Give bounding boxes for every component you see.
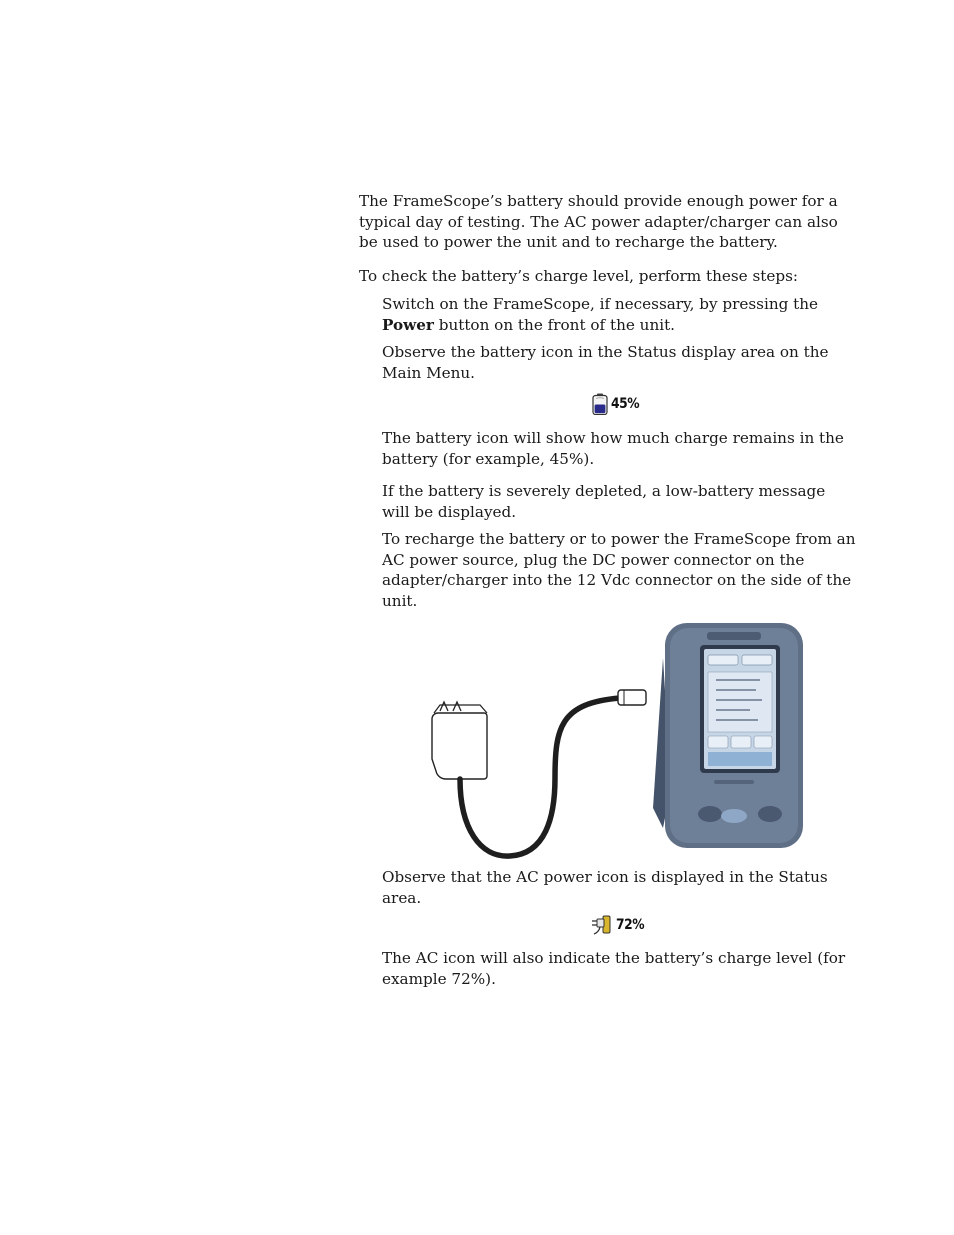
power-button-label: Power [382, 315, 434, 334]
charger-and-device-figure [420, 618, 810, 863]
step-recharge: To recharge the battery or to power the FrameScope from an AC power source, plug the DC power connector on the adapter/charger into the 12 Vdc connector on the side of the unit. [382, 530, 856, 610]
dc-connector-image [618, 690, 646, 705]
step-observe-battery: Observe the battery icon in the Status display area on the Main Menu. [382, 343, 829, 382]
battery-status-indicator [592, 393, 643, 415]
step-battery-explain: The battery icon will show how much charge remains in the battery (for example, 45%). [382, 429, 844, 468]
battery-percent: 45% [611, 396, 640, 412]
step-switch-on-text-end: button on the front of the unit. [433, 315, 676, 334]
step-observe-ac: Observe that the AC power icon is displayed in the Status area. [382, 868, 828, 907]
battery-icon [592, 393, 608, 415]
step-ac-explain: The AC icon will also indicate the battery’s charge level (for example 72%). [382, 949, 846, 988]
framescope-device-image [653, 623, 803, 848]
charger-illustration [420, 618, 810, 863]
step-low-battery: If the battery is severely depleted, a low-battery message will be displayed. [382, 482, 826, 521]
ac-adapter-image [432, 702, 487, 779]
check-intro-paragraph: To check the battery’s charge level, perform these steps: [359, 267, 798, 285]
ac-percent: 72% [616, 917, 645, 933]
step-switch-on [382, 294, 856, 335]
intro-paragraph: The FrameScope’s battery should provide enough power for a typical day of testing. The AC power adapter/charger can also be used to power the unit and to recharge the battery. [359, 192, 838, 252]
ac-plug-icon [591, 915, 613, 935]
ac-status-indicator [591, 915, 648, 935]
step-switch-on-text: Switch on the FrameScope, if necessary, by pressing the [382, 295, 819, 313]
